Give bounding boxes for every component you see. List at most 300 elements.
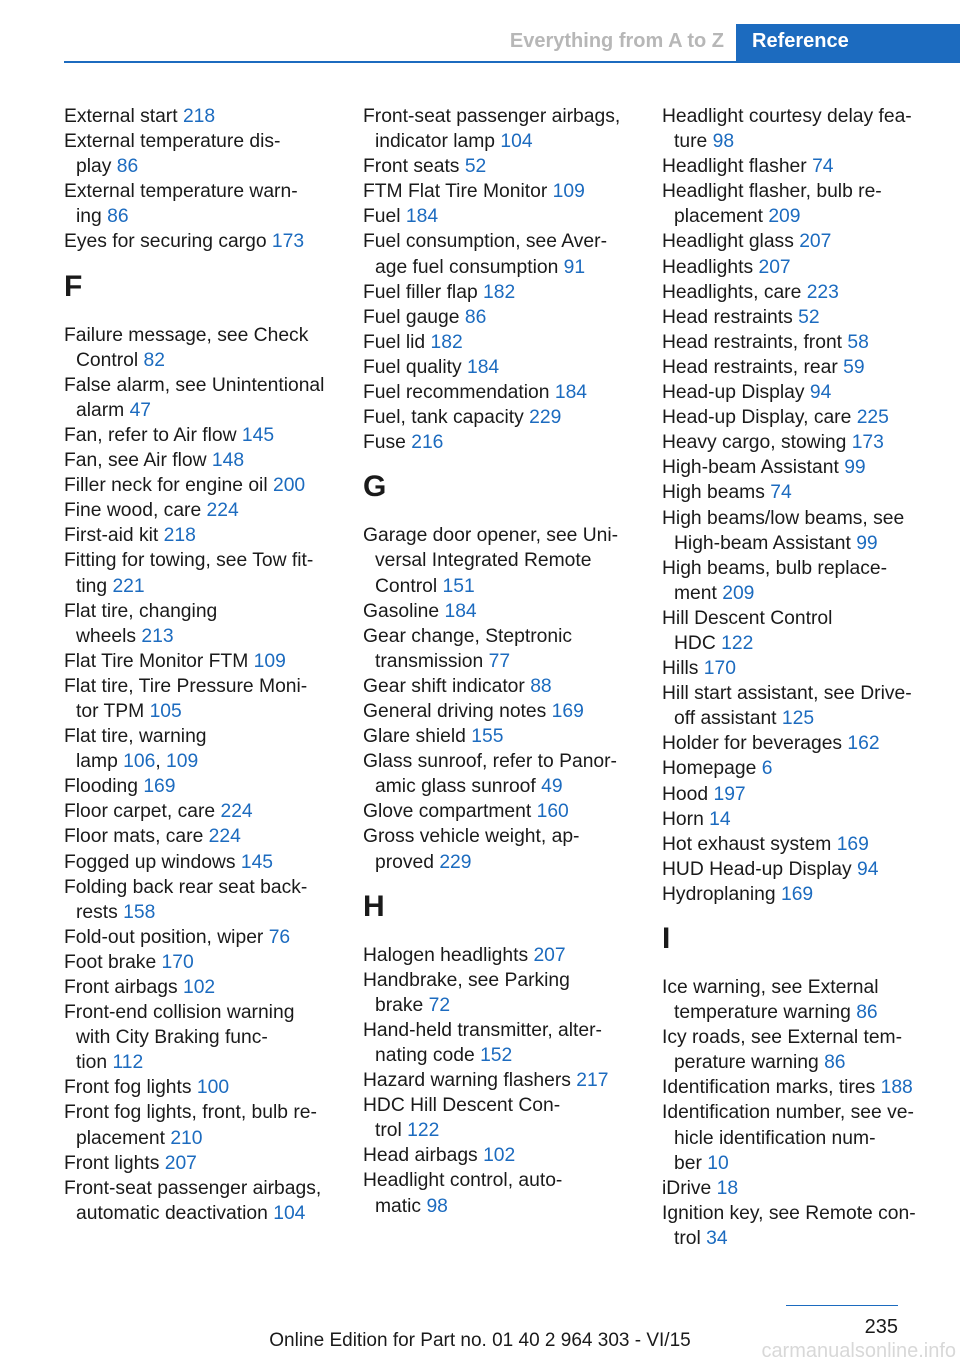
entry-text: nating code: [375, 1045, 475, 1066]
index-entry: [662, 975, 934, 1025]
entry-text: ture: [674, 131, 708, 153]
index-entry: [662, 280, 934, 305]
index-entry: [363, 824, 635, 874]
page-link[interactable]: 14: [709, 808, 731, 830]
page-link[interactable]: 86: [107, 206, 129, 228]
index-entry: [662, 731, 934, 756]
page-link[interactable]: 218: [163, 525, 196, 547]
page-link[interactable]: 74: [812, 156, 834, 178]
section-title: Everything from A to Z: [509, 30, 724, 52]
page-link[interactable]: 82: [143, 349, 165, 371]
page-link[interactable]: 52: [464, 156, 487, 178]
page-link[interactable]: 6: [761, 758, 773, 780]
index-entry: [363, 380, 635, 405]
page-link[interactable]: 77: [488, 650, 511, 672]
page-link[interactable]: 158: [123, 901, 156, 923]
entry-text: Head restraints, front: [662, 331, 843, 353]
entry-text: Head restraints, rear: [662, 356, 838, 378]
entry-text: age fuel consumption: [375, 256, 559, 278]
entry-text: Glass sunroof, refer to Panor-: [363, 751, 617, 773]
index-column-1: [64, 104, 336, 1226]
index-entry: [64, 925, 336, 950]
index-entry: [662, 882, 934, 907]
page-link[interactable]: 59: [843, 356, 865, 378]
page-header: [0, 24, 960, 62]
page-link[interactable]: 182: [430, 331, 463, 353]
entry-text: Front-end collision warning: [64, 1002, 295, 1024]
entry-text: placement: [674, 206, 763, 228]
entry-text: Failure message, see Check: [64, 324, 309, 346]
entry-text: tor TPM: [76, 700, 145, 722]
entry-text: Gear shift indicator: [363, 675, 525, 697]
page-link[interactable]: 102: [182, 977, 216, 998]
page-link[interactable]: 112: [112, 1052, 144, 1074]
entry-text: alarm: [76, 399, 125, 421]
index-entry: [363, 1168, 635, 1218]
entry-text: Fogged up windows: [64, 851, 236, 873]
entry-text: Eyes for securing cargo: [64, 231, 267, 253]
page-link[interactable]: 104: [273, 1202, 306, 1224]
entry-text: FTM Flat Tire Monitor: [363, 181, 548, 203]
index-entry: [363, 943, 635, 968]
entry-text: Flat tire, warning: [64, 726, 207, 748]
index-entry: [662, 330, 934, 355]
index-entry: [662, 756, 934, 781]
page-link[interactable]: 173: [851, 432, 884, 454]
page-link[interactable]: 47: [129, 399, 152, 421]
index-entry: [363, 674, 635, 699]
entry-text: Front-seat passenger airbags,: [363, 106, 621, 127]
page-link[interactable]: 76: [268, 926, 291, 948]
entry-text: Glove compartment: [363, 801, 532, 823]
entry-text: transmission: [375, 650, 484, 672]
index-entry: [363, 968, 635, 1018]
index-entry: [64, 649, 336, 674]
entry-text: Fuel lid: [363, 331, 426, 353]
page-link[interactable]: 122: [407, 1120, 440, 1142]
entry-text: Icy roads, see External tem-: [662, 1027, 903, 1049]
index-entry: [64, 498, 336, 523]
page-link[interactable]: 170: [161, 951, 194, 973]
entry-text: Fuel: [363, 206, 401, 228]
page-link[interactable]: 184: [466, 356, 500, 378]
entry-text: Head-up Display: [662, 382, 805, 404]
index-letter-heading: I: [662, 922, 671, 955]
index-entry: [64, 599, 336, 649]
entry-text: Head restraints: [662, 306, 793, 328]
index-entry: [662, 179, 934, 229]
page-link[interactable]: 10: [707, 1152, 729, 1174]
page-link[interactable]: 169: [836, 833, 869, 855]
entry-text: Headlight flasher, bulb re-: [662, 181, 882, 203]
page-link[interactable]: 99: [844, 457, 866, 479]
page-link[interactable]: 173: [271, 231, 305, 253]
entry-text: Holder for beverages: [662, 733, 843, 755]
entry-text: Fuel filler flap: [363, 281, 478, 303]
entry-text: Floor carpet, care: [64, 801, 216, 823]
page-link[interactable]: 169: [780, 883, 814, 905]
entry-text: Homepage: [662, 758, 757, 780]
page-link[interactable]: 145: [240, 851, 274, 873]
page-link[interactable]: 109: [253, 650, 286, 672]
index-entry: [64, 448, 336, 473]
entry-text: Fine wood, care: [64, 500, 202, 522]
index-entry: [363, 430, 635, 455]
entry-text: Head-up Display, care: [662, 407, 852, 429]
page-link[interactable]: 105: [149, 700, 182, 722]
index-entry: [363, 229, 635, 279]
index-entry: [662, 556, 934, 606]
entry-text: External start: [64, 106, 178, 127]
page-link[interactable]: 145: [241, 424, 275, 446]
index-entry: [64, 473, 336, 498]
entry-text: Identification marks, tires: [662, 1077, 876, 1099]
index-entry: [64, 1151, 336, 1176]
entry-text: Hills: [662, 658, 699, 680]
index-entry: [363, 799, 635, 824]
index-entry: [64, 104, 336, 129]
index-entry: [64, 1075, 336, 1100]
page-link[interactable]: 74: [770, 482, 792, 504]
page-link[interactable]: 224: [206, 500, 239, 522]
entry-text: High-beam Assistant: [662, 457, 839, 479]
page-link[interactable]: 86: [464, 306, 487, 328]
entry-text: Ignition key, see Remote con-: [662, 1202, 916, 1224]
entry-text: play: [76, 156, 112, 178]
page-link[interactable]: 170: [703, 658, 736, 680]
page-link[interactable]: 100: [196, 1077, 230, 1099]
page-link[interactable]: 209: [768, 206, 801, 228]
page-link[interactable]: 94: [809, 382, 832, 404]
edition-note: Online Edition for Part no. 01 40 2 964 303 - VI/15: [269, 1330, 691, 1351]
index-entry: [363, 1068, 635, 1093]
page-link[interactable]: 209: [722, 582, 755, 604]
entry-text: Front fog lights, front, bulb re-: [64, 1102, 317, 1124]
page-link[interactable]: 217: [576, 1070, 609, 1092]
entry-text: brake: [375, 994, 424, 1016]
entry-text: First-aid kit: [64, 525, 159, 547]
index-entry: [64, 523, 336, 548]
index-entry: [64, 950, 336, 975]
index-entry: [363, 405, 635, 430]
page-link[interactable]: 122: [721, 632, 754, 654]
index-entry: [363, 1018, 635, 1068]
entry-text: Control: [375, 575, 438, 597]
entry-text: ment: [674, 582, 717, 604]
entry-text: Fuel consumption, see Aver-: [363, 231, 607, 253]
entry-text: hicle identification num-: [674, 1127, 876, 1149]
page-link[interactable]: 109: [552, 181, 585, 203]
index-letter-heading: F: [64, 269, 83, 303]
entry-text: Identification number, see ve-: [662, 1102, 914, 1124]
index-entry: [64, 129, 336, 179]
index-entry: Flat tire, warning lamp 106, 109: [64, 726, 207, 773]
index-entry: [363, 523, 635, 598]
entry-text: Front lights: [64, 1152, 160, 1174]
entry-text: rests: [76, 901, 118, 923]
index-entry: [363, 179, 635, 204]
page-link[interactable]: 197: [713, 783, 746, 805]
entry-text: wheels: [76, 625, 137, 647]
page-link[interactable]: 148: [211, 450, 245, 472]
entry-text: trol: [674, 1227, 701, 1249]
index-entry: [64, 423, 336, 448]
entry-text: Front-seat passenger airbags,: [64, 1177, 322, 1199]
page-link[interactable]: 151: [442, 575, 475, 597]
page-link[interactable]: 184: [444, 600, 477, 622]
index-entry: [363, 305, 635, 330]
entry-text: indicator lamp: [375, 131, 496, 153]
page-link[interactable]: 155: [471, 726, 504, 748]
entry-text: matic: [375, 1195, 422, 1217]
entry-text: Horn: [662, 808, 704, 830]
index-entry: [662, 154, 934, 179]
index-entry: [662, 656, 934, 681]
index-entry: [662, 1201, 934, 1251]
footer-rule: [786, 1305, 898, 1306]
entry-text: Gasoline: [363, 600, 440, 622]
page-link[interactable]: 207: [758, 256, 791, 278]
page-link[interactable]: 49: [541, 776, 563, 798]
index-entry: [363, 599, 635, 624]
entry-text: Flat Tire Monitor FTM: [64, 650, 249, 672]
entry-text: High beams: [662, 482, 765, 504]
entry-text: General driving notes: [363, 700, 547, 722]
entry-text: Glare shield: [363, 726, 466, 748]
page-link[interactable]: 184: [554, 382, 588, 404]
entry-text: False alarm, see Unintentional: [64, 374, 325, 396]
index-entry: [64, 799, 336, 824]
entry-text: Hazard warning flashers: [363, 1070, 571, 1092]
index-entry: [64, 875, 336, 925]
index-entry: [64, 323, 336, 373]
page-link[interactable]: 200: [272, 475, 306, 497]
index-entry: [662, 832, 934, 857]
index-entry: [363, 1143, 635, 1168]
entry-text: Hot exhaust system: [662, 833, 832, 855]
watermark: carmanualsonline.info: [761, 1340, 956, 1362]
index-entry: [662, 782, 934, 807]
entry-text: Fitting for towing, see Tow fit-: [64, 550, 314, 572]
entry-text: Fold-out position, wiper: [64, 926, 264, 948]
index-entry: [363, 204, 635, 229]
index-entry: [64, 975, 336, 1000]
index-entry: [662, 229, 934, 254]
index-entry: [662, 857, 934, 882]
page-link[interactable]: 109: [166, 751, 199, 773]
entry-text: External temperature warn-: [64, 181, 298, 203]
entry-text: Halogen headlights: [363, 944, 529, 966]
entry-text: off assistant: [674, 708, 777, 730]
entry-text: Headlights: [662, 256, 754, 278]
entry-text: with City Braking func-: [76, 1027, 268, 1049]
index-entry: [64, 1100, 336, 1150]
index-entry: [363, 355, 635, 380]
entry-text: Hill start assistant, see Drive-: [662, 683, 912, 705]
entry-text: Gross vehicle weight, ap-: [363, 826, 580, 848]
index-column-3: [662, 104, 934, 1251]
entry-text: iDrive: [662, 1177, 712, 1199]
entry-text: HDC Hill Descent Con-: [363, 1095, 561, 1117]
index-letter-heading: G: [363, 470, 387, 504]
page-link[interactable]: 98: [712, 131, 735, 153]
entry-text: proved: [375, 851, 434, 873]
index-entry: [64, 674, 336, 724]
page-link[interactable]: 229: [439, 851, 472, 873]
index-entry: [64, 850, 336, 875]
index-entry: [64, 373, 336, 423]
index-entry: [662, 1176, 934, 1201]
index-entry: [662, 807, 934, 832]
page-link[interactable]: 104: [500, 131, 533, 153]
entry-text: Gear change, Steptronic: [363, 625, 573, 647]
entry-text: Headlight flasher: [662, 156, 807, 178]
entry-text: HDC: [674, 632, 716, 654]
page-link[interactable]: 210: [170, 1127, 203, 1149]
page-link[interactable]: 216: [411, 432, 444, 454]
page-link[interactable]: 218: [182, 106, 216, 127]
index-entry: [662, 405, 934, 430]
page-link[interactable]: 207: [799, 231, 832, 253]
index-entry: [662, 355, 934, 380]
index-entry: [64, 548, 336, 598]
page-link[interactable]: 99: [856, 532, 878, 554]
entry-text: Headlight glass: [662, 231, 794, 253]
entry-text: temperature warning: [674, 1002, 851, 1024]
entry-text: Fan, see Air flow: [64, 450, 207, 472]
entry-text: Control: [76, 349, 139, 371]
page-link[interactable]: 188: [880, 1077, 913, 1099]
page-link[interactable]: 88: [530, 675, 552, 697]
index-entry: [363, 104, 635, 154]
entry-text: Fuse: [363, 432, 406, 454]
entry-text: automatic deactivation: [76, 1202, 268, 1224]
entry-text: tion: [76, 1052, 108, 1074]
page-link[interactable]: 184: [405, 206, 439, 228]
tab-reference-label: Reference: [752, 30, 849, 52]
index-entry: [662, 480, 934, 505]
entry-text: Filler neck for engine oil: [64, 475, 268, 497]
index-entry: [662, 1025, 934, 1075]
page-link[interactable]: 224: [220, 801, 253, 823]
index-entry: [662, 1075, 934, 1100]
page-link[interactable]: 86: [824, 1052, 846, 1074]
entry-text: Hill Descent Control: [662, 607, 833, 629]
index-entry: [64, 179, 336, 229]
entry-text: ber: [674, 1152, 702, 1174]
page-link[interactable]: 207: [164, 1152, 197, 1174]
index-entry: [64, 774, 336, 799]
page-link[interactable]: 223: [806, 281, 839, 303]
entry-text: Fuel recommendation: [363, 382, 550, 404]
page-link[interactable]: 106: [123, 751, 156, 773]
page-link[interactable]: 18: [716, 1177, 739, 1199]
index-entry: [662, 305, 934, 330]
page-link[interactable]: 182: [483, 281, 516, 303]
page-link[interactable]: 52: [798, 306, 820, 328]
page-link[interactable]: 34: [706, 1227, 728, 1249]
page-link[interactable]: 229: [529, 407, 562, 429]
index-entry: [64, 1000, 336, 1075]
index-entry: [363, 749, 635, 799]
index-entry: [662, 455, 934, 480]
page-link[interactable]: 169: [551, 700, 584, 722]
index-entry: [64, 229, 336, 254]
entry-text: Hood: [662, 783, 709, 805]
entry-text: Foot brake: [64, 951, 157, 973]
page-link[interactable]: 225: [856, 407, 889, 429]
page-link[interactable]: 162: [847, 733, 880, 755]
page-link[interactable]: 224: [208, 826, 241, 848]
page-link[interactable]: 86: [116, 156, 139, 178]
page-link[interactable]: 221: [112, 575, 145, 597]
index-entry: [662, 606, 934, 656]
entry-text: amic glass sunroof: [375, 776, 536, 798]
page-link[interactable]: 169: [143, 776, 176, 798]
entry-text: Front seats: [363, 156, 460, 178]
entry-text: High beams/low beams, see: [662, 507, 905, 529]
entry-text: ting: [76, 575, 108, 597]
page-link[interactable]: 213: [141, 625, 174, 647]
entry-text: Flooding: [64, 776, 138, 798]
entry-text: placement: [76, 1127, 165, 1149]
index-entry: [662, 506, 934, 556]
index-entry: [363, 624, 635, 674]
entry-text: perature warning: [674, 1052, 819, 1074]
index-letter-heading: H: [363, 889, 385, 923]
index-entry: [363, 330, 635, 355]
entry-text: Handbrake, see Parking: [363, 969, 570, 991]
page-link[interactable]: 160: [536, 801, 569, 823]
entry-text: Flat tire, Tire Pressure Moni-: [64, 675, 308, 697]
entry-text: Fuel gauge: [363, 306, 460, 328]
entry-text: Heavy cargo, stowing: [662, 432, 847, 454]
index-column-2: [363, 104, 635, 1219]
index-entry: [662, 380, 934, 405]
page-link[interactable]: 98: [426, 1195, 448, 1217]
page-number: 235: [864, 1316, 898, 1338]
entry-text: Flat tire, changing: [64, 600, 218, 622]
index-entry: [363, 699, 635, 724]
page-link[interactable]: 207: [533, 944, 566, 966]
index-entry: [363, 724, 635, 749]
page-link[interactable]: 152: [480, 1045, 513, 1066]
entry-text: ing: [76, 206, 102, 228]
entry-text: HUD Head-up Display: [662, 858, 852, 880]
entry-text: Fuel, tank capacity: [363, 407, 524, 429]
entry-text: Headlights, care: [662, 281, 802, 303]
entry-text: Hydroplaning: [662, 883, 776, 905]
entry-text: Fuel quality: [363, 356, 462, 378]
index-entry: [363, 154, 635, 179]
page-link[interactable]: 91: [563, 256, 586, 278]
entry-text: Front fog lights: [64, 1077, 192, 1099]
page-link[interactable]: 86: [856, 1002, 878, 1024]
entry-text: Head airbags: [363, 1145, 478, 1167]
page-link[interactable]: 125: [781, 708, 815, 730]
page-link[interactable]: 58: [847, 331, 869, 353]
entry-text: Garage door opener, see Uni-: [363, 525, 619, 547]
index-entry: [662, 255, 934, 280]
index-entry: [363, 280, 635, 305]
entry-text: Front airbags: [64, 977, 178, 998]
page-link[interactable]: 94: [857, 858, 879, 880]
tab-reference[interactable]: [736, 24, 960, 62]
page-link[interactable]: 102: [483, 1145, 516, 1167]
index-entry: [662, 681, 934, 731]
page-link[interactable]: 72: [428, 994, 451, 1016]
index-entry: [64, 1176, 336, 1226]
